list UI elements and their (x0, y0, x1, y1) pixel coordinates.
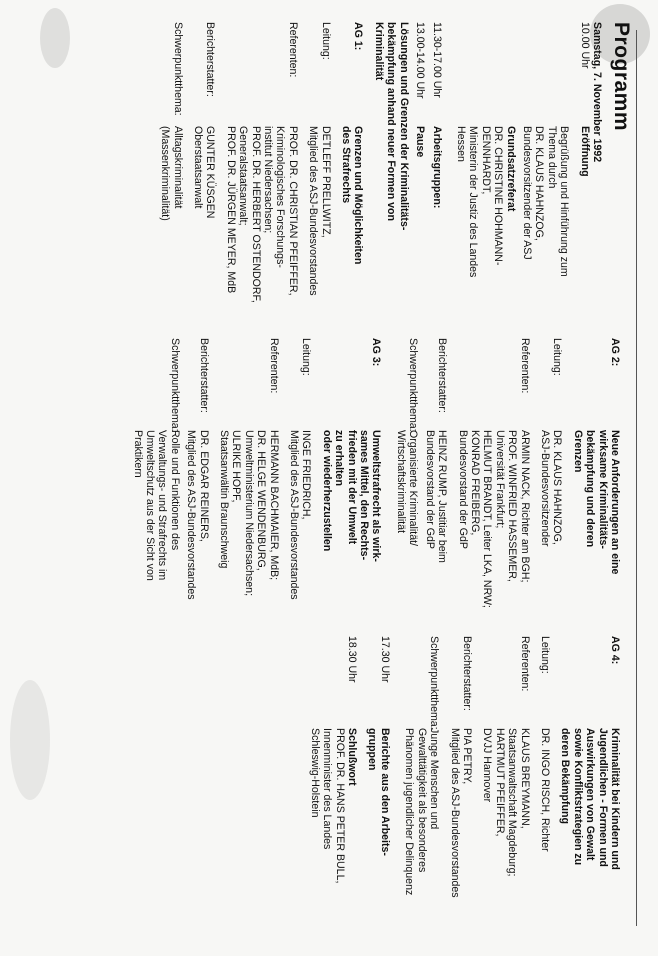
ag1-header (340, 22, 365, 322)
ag3-title-line: frieden mit der Umwelt (345, 430, 358, 545)
time-label: 11.30-17.00 Uhr (430, 22, 443, 98)
keynote-role: Ministerin der Justiz des Landes (467, 126, 480, 278)
theme-line: bekämpfung anhand neuer Formen von (385, 22, 398, 221)
referent-line: KONRAD FREIBERG, (468, 430, 481, 536)
ag3-schwerpunkt-value (131, 430, 181, 628)
keynote-name: DENNHARDT, (479, 126, 492, 195)
referent-line: Staatsanwältin Braunschweig (218, 430, 231, 569)
ag2-bericht-value (423, 430, 448, 628)
ag3-referenten (218, 338, 280, 628)
ag4-leitung (539, 636, 551, 914)
ag3-title-line: sames Mittel, den Rechts- (358, 430, 371, 561)
referent-line: Universität Frankfurt; (493, 430, 506, 529)
ag4-referenten (481, 636, 531, 914)
ag2-referenten (456, 338, 530, 628)
ag1-title (340, 126, 365, 322)
ag2-title-line: Neue Anforderungen an eine (609, 430, 621, 575)
ag3-bericht-value (185, 430, 210, 628)
welcome-line: Begrüßung und Hinführung zum (558, 126, 571, 277)
ag1-title-line: des Strafrechts (340, 126, 353, 204)
closing-role: Innenminister des Landes (321, 728, 334, 850)
reports-line: Berichte aus den Arbeits- (378, 728, 391, 856)
workgroups-heading: Arbeitsgruppen: (430, 126, 443, 209)
referent-line: PROF. DR. CHRISTIAN PFEIFFER, (286, 126, 299, 296)
schwerpunkt-line: Organisierte Kriminalität/ (407, 430, 420, 546)
bericht-line: HEINZ RUMP, Justitiar beim (436, 430, 449, 563)
referent-line: Kriminologisches Forschungs- (274, 126, 287, 268)
program-page (113, 22, 633, 914)
referenten-label: Referenten: (518, 636, 531, 692)
theme-heading (373, 22, 410, 322)
reports-heading (366, 728, 391, 914)
ag2-bericht (423, 338, 448, 628)
referent-line: institut Niedersachsen; (262, 126, 275, 234)
leitung-name: DR. KLAUS HAHNZOG, (551, 430, 564, 545)
ag3-title (320, 430, 382, 628)
ag1-title-line: Grenzen und Möglichkeiten (352, 126, 365, 265)
page-title: Programm (610, 22, 633, 132)
bericht-role: Mitglied des ASJ-Bundesvorstandes (185, 430, 198, 600)
ag3-leitung-value (288, 430, 313, 628)
closing-block (308, 728, 358, 914)
leitung-role: Mitglied des ASJ-Bundesvorstandes (307, 126, 320, 296)
ag2-title (571, 430, 621, 628)
ag3-title-line: Umweltstrafrecht als wirk- (370, 430, 383, 562)
column-2 (113, 338, 633, 628)
ag2-title-line: wirksame Kriminalitäts- (596, 430, 609, 549)
ag3-leitung (288, 338, 313, 628)
ag4-title-line: Auswirkungen von Gewalt (584, 728, 597, 861)
time-label: 17.30 Uhr (378, 636, 391, 683)
column-1 (113, 22, 633, 322)
page-edge-line (636, 30, 637, 926)
ag4-title-line: Kriminalität bei Kindern und (609, 728, 621, 870)
schwerpunkt-label: Schwerpunktthema: (168, 338, 181, 432)
theme-line: Lösungen und Grenzen der Kriminalitäts- (397, 22, 410, 231)
ag3-title-line: zu erhalten (333, 430, 346, 486)
time-row-reports (366, 636, 391, 914)
welcome-line: Thema durch (545, 126, 558, 189)
opening-heading: Eröffnung (578, 126, 591, 177)
ag1-label: AG 1: (352, 22, 365, 51)
scan-speckle (40, 8, 70, 68)
leitung-name: INGE FRIEDRICH, (300, 430, 313, 520)
keynote-heading: Grundsatzreferat (504, 126, 517, 212)
referent-line: HERMANN BACHMAIER, MdB; (267, 430, 280, 581)
bericht-name: PIA PETRY, (460, 728, 473, 785)
ag4-label: AG 4: (609, 636, 621, 665)
time-row-pause (414, 22, 426, 322)
ag3-schwerpunkt (131, 338, 181, 628)
closing-heading: Schlußwort (346, 728, 359, 786)
ag4-bericht (448, 636, 473, 914)
ag4-referenten-value (481, 728, 531, 914)
schwerpunkt-line: Umweltschutz aus der Sicht von (144, 430, 156, 581)
schwerpunkt-label: Schwerpunktthema: (428, 636, 441, 730)
bericht-label: Berichterstatter: (204, 22, 217, 97)
bericht-name: GUNTER KÜSGEN (204, 126, 217, 219)
bericht-role: Mitglied des ASJ-Bundesvorstandes (448, 728, 461, 898)
ag1-bericht-value (192, 126, 217, 322)
referenten-label: Referenten: (267, 338, 280, 394)
schwerpunkt-line: (Massenkriminalität) (159, 126, 172, 221)
ag2-leitung (539, 338, 564, 628)
referent-line: PROF. WINFRIED HASSEMER, (506, 430, 519, 582)
referent-line: ARMIN NACK, Richter am BGH; (518, 430, 531, 583)
leitung-label: Leitung: (319, 22, 332, 60)
ag4-title (559, 728, 621, 914)
schwerpunkt-label: Schwerpunktthema: (171, 22, 184, 116)
ag4-schwerpunkt (403, 636, 440, 914)
referent-line: ULRIKE HOPF, (230, 430, 243, 503)
leitung-role: Mitglied des ASJ-Bundesvorstandes (288, 430, 301, 600)
schwerpunkt-line: Verwaltungs- und Strafrechts im (156, 430, 169, 581)
keynote-name: DR. CHRISTINE HOHMANN- (492, 126, 505, 266)
ag4-title-line: Jugendlichen - Formen und (596, 728, 609, 867)
referent-line: KLAUS BREYMANN, (518, 728, 531, 829)
ag4-title-line: deren Bekämpfung (559, 728, 572, 824)
ag3-bericht (185, 338, 210, 628)
schwerpunkt-line: Rolle und Funktionen des (168, 430, 181, 551)
ag1-referenten (224, 22, 298, 322)
ag3-referenten-value (218, 430, 280, 628)
bericht-label: Berichterstatter: (436, 338, 449, 413)
welcome-name: DR. KLAUS HAHNZOG, (533, 126, 546, 241)
ag2-title-line: Grenzen (571, 430, 584, 473)
ag4-title-line: sowie Konfliktstrategien zu (571, 728, 584, 866)
referent-line: HELMUT BRANDT, Leiter LKA, NRW; (481, 430, 494, 608)
keynote-role: Hessen (454, 126, 467, 162)
ag4-bericht-value (448, 728, 473, 914)
time-row-opening (578, 22, 590, 322)
referent-line: Generalstaatsanwalt; (237, 126, 250, 226)
referenten-label: Referenten: (518, 338, 531, 394)
schwerpunkt-label: Schwerpunktthema: (407, 338, 420, 432)
leitung-label: Leitung: (300, 338, 313, 376)
ag2-schwerpunkt (395, 338, 420, 628)
schwerpunkt-line: Alltagskriminalität (171, 126, 184, 209)
ag2-header (571, 338, 621, 628)
ag1-schwerpunkt-value (159, 126, 184, 322)
closing-name: PROF. DR. HANS PETER BULL, (333, 728, 346, 884)
leitung-name: DETLEFF PRELLWITZ, (319, 126, 332, 238)
ag1-referenten-value (224, 126, 298, 322)
pause-heading: Pause (414, 126, 427, 158)
closing-role: Schleswig-Holstein (308, 728, 321, 818)
ag4-leitung-value (539, 728, 551, 914)
ag4-header (559, 636, 621, 914)
schwerpunkt-line: Wirtschaftskriminalität (394, 430, 407, 534)
ag3-title-line: oder wiederherzustellen (320, 430, 333, 552)
ag3-header (320, 338, 382, 628)
referent-line: Umweltministerium Niedersachsen; (242, 430, 255, 597)
bericht-line: Bundesvorstand der GdP (423, 430, 436, 549)
referent-line: Bundesvorstand der GdP (456, 430, 469, 549)
welcome-role: Bundesvorsitzender der ASJ (520, 126, 533, 260)
event-date: Samstag, 7. November 1992 (591, 22, 603, 163)
bericht-label: Berichterstatter: (460, 636, 473, 711)
schwerpunkt-line: Praktikern (131, 430, 144, 478)
ag1-schwerpunkt (159, 22, 184, 322)
scan-speckle (10, 680, 50, 800)
referent-line: DR. HELGE WENDENBURG, (255, 430, 268, 571)
schwerpunkt-line: Gewalttätigkeit als besonderes (415, 728, 428, 873)
ag2-referenten-value (456, 430, 530, 628)
time-label: 10.00 Uhr (578, 22, 591, 69)
time-row-closing (308, 636, 358, 914)
ag1-bericht (192, 22, 217, 322)
ag2-leitung-value (539, 430, 564, 628)
theme-line: Kriminalität (372, 22, 385, 81)
leitung-label: Leitung: (538, 636, 551, 674)
ag3-label: AG 3: (370, 338, 383, 367)
schwerpunkt-line: Phänomen jugendlicher Delinquenz (403, 728, 416, 896)
time-row-workgroups (430, 22, 442, 322)
referenten-label: Referenten: (286, 22, 299, 78)
reports-line: gruppen (366, 728, 379, 771)
ag2-title-line: bekämpfung und deren (584, 430, 597, 548)
referent-line: HARTMUT PFEIFFER, (493, 728, 506, 837)
referent-line: PROF. DR. JÜRGEN MEYER, MdB (224, 126, 237, 294)
ag1-leitung (307, 22, 332, 322)
leitung-name: DR. INGO RISCH, Richter (538, 728, 551, 852)
time-label: 13.00-14.00 Uhr (414, 22, 427, 99)
welcome-block (455, 22, 571, 322)
bericht-label: Berichterstatter: (197, 338, 210, 413)
leitung-role: ASJ-Bundesvorsitzender (538, 430, 551, 547)
time-label: 18.30 Uhr (346, 636, 359, 683)
bericht-role: Oberstaatsanwalt (192, 126, 205, 209)
referent-line: PROF. DR. HERBERT OSTENDORF, (249, 126, 262, 303)
schwerpunkt-line: Junge Menschen und (428, 728, 441, 830)
ag1-leitung-value (307, 126, 332, 322)
referent-line: DVJJ Hannover (481, 728, 494, 803)
ag2-label: AG 2: (609, 338, 621, 367)
leitung-label: Leitung: (551, 338, 564, 376)
column-3 (113, 636, 633, 914)
bericht-name: DR. EDGAR REINERS, (197, 430, 210, 542)
referent-line: Staatsanwaltschaft Magdeburg; (506, 728, 519, 877)
ag2-schwerpunkt-value (395, 430, 420, 628)
ag4-schwerpunkt-value (403, 728, 440, 914)
